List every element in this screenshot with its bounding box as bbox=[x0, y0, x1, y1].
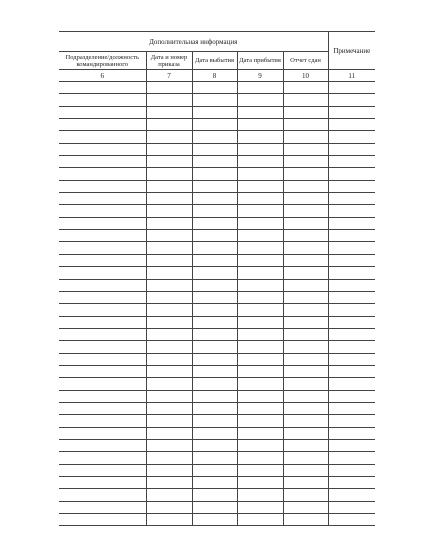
table-cell bbox=[328, 279, 375, 291]
table-cell bbox=[328, 254, 375, 266]
header-row-group bbox=[59, 32, 375, 52]
table-cell bbox=[59, 316, 146, 328]
table-cell bbox=[192, 119, 237, 131]
additional-info-header: Дополнительная информация bbox=[59, 32, 328, 52]
table-cell bbox=[283, 341, 328, 353]
table-row bbox=[59, 427, 375, 439]
table-cell bbox=[328, 316, 375, 328]
table-cell bbox=[328, 291, 375, 303]
table-cell bbox=[283, 168, 328, 180]
column-number-row bbox=[59, 70, 375, 82]
table-row bbox=[59, 156, 375, 168]
table-cell bbox=[283, 279, 328, 291]
table-row bbox=[59, 106, 375, 118]
table-row bbox=[59, 82, 375, 94]
table-cell bbox=[328, 439, 375, 451]
table-cell bbox=[237, 267, 283, 279]
table-cell bbox=[283, 378, 328, 390]
table-cell bbox=[146, 254, 192, 266]
table-cell bbox=[59, 353, 146, 365]
table-row bbox=[59, 415, 375, 427]
table-cell bbox=[237, 193, 283, 205]
table-cell bbox=[237, 230, 283, 242]
table-cell bbox=[192, 291, 237, 303]
note-header: Примечание bbox=[328, 32, 375, 70]
table-cell bbox=[192, 143, 237, 155]
table-cell bbox=[59, 341, 146, 353]
table-row bbox=[59, 193, 375, 205]
table-cell bbox=[192, 390, 237, 402]
table-row bbox=[59, 94, 375, 106]
table-cell bbox=[283, 402, 328, 414]
column-header-order: Дата и номер приказа bbox=[146, 52, 192, 70]
table-cell bbox=[192, 279, 237, 291]
table-cell bbox=[192, 452, 237, 464]
table-cell bbox=[59, 156, 146, 168]
table-cell bbox=[237, 390, 283, 402]
table-cell bbox=[146, 390, 192, 402]
table-cell bbox=[146, 402, 192, 414]
table-cell bbox=[237, 378, 283, 390]
table-cell bbox=[59, 514, 146, 526]
table-cell bbox=[59, 291, 146, 303]
table-cell bbox=[192, 514, 237, 526]
table-cell bbox=[237, 82, 283, 94]
column-number: 11 bbox=[328, 70, 375, 82]
table-cell bbox=[146, 489, 192, 501]
table-row bbox=[59, 353, 375, 365]
table-cell bbox=[146, 168, 192, 180]
table-cell bbox=[283, 143, 328, 155]
table-cell bbox=[59, 501, 146, 513]
table-cell bbox=[146, 477, 192, 489]
table-row bbox=[59, 501, 375, 513]
table-cell bbox=[237, 489, 283, 501]
table-cell bbox=[328, 464, 375, 476]
table-cell bbox=[328, 304, 375, 316]
table-cell bbox=[192, 267, 237, 279]
table-cell bbox=[146, 119, 192, 131]
table-cell bbox=[328, 514, 375, 526]
table-cell bbox=[283, 427, 328, 439]
table-row bbox=[59, 328, 375, 340]
table-cell bbox=[192, 254, 237, 266]
table-cell bbox=[283, 365, 328, 377]
table-cell bbox=[192, 304, 237, 316]
table-cell bbox=[192, 427, 237, 439]
table-cell bbox=[192, 341, 237, 353]
table-row bbox=[59, 316, 375, 328]
table-cell bbox=[192, 353, 237, 365]
table-row bbox=[59, 477, 375, 489]
table-row bbox=[59, 267, 375, 279]
table-cell bbox=[192, 168, 237, 180]
table-cell bbox=[146, 427, 192, 439]
column-number: 10 bbox=[283, 70, 328, 82]
table-row bbox=[59, 217, 375, 229]
table-cell bbox=[283, 205, 328, 217]
table-cell bbox=[237, 427, 283, 439]
table-cell bbox=[146, 464, 192, 476]
table-row bbox=[59, 205, 375, 217]
table-cell bbox=[146, 106, 192, 118]
table-cell bbox=[146, 353, 192, 365]
table-row bbox=[59, 230, 375, 242]
table-cell bbox=[59, 180, 146, 192]
table-row bbox=[59, 242, 375, 254]
table-cell bbox=[192, 205, 237, 217]
table-cell bbox=[283, 106, 328, 118]
table-cell bbox=[237, 205, 283, 217]
table-cell bbox=[328, 230, 375, 242]
table-cell bbox=[328, 168, 375, 180]
table-cell bbox=[328, 94, 375, 106]
table-cell bbox=[146, 267, 192, 279]
table-cell bbox=[283, 477, 328, 489]
table-row bbox=[59, 304, 375, 316]
table-cell bbox=[59, 242, 146, 254]
table-cell bbox=[237, 341, 283, 353]
table-cell bbox=[328, 143, 375, 155]
table-cell bbox=[328, 452, 375, 464]
table-cell bbox=[59, 427, 146, 439]
table-cell bbox=[237, 353, 283, 365]
table-cell bbox=[237, 477, 283, 489]
table-cell bbox=[192, 477, 237, 489]
column-header-departure-date: Дата выбытия bbox=[192, 52, 237, 70]
table-cell bbox=[237, 131, 283, 143]
table-cell bbox=[237, 501, 283, 513]
table-cell bbox=[192, 415, 237, 427]
table-cell bbox=[192, 402, 237, 414]
table-cell bbox=[146, 316, 192, 328]
table-cell bbox=[237, 304, 283, 316]
table-cell bbox=[146, 514, 192, 526]
table-row bbox=[59, 254, 375, 266]
table-cell bbox=[328, 156, 375, 168]
table-cell bbox=[59, 82, 146, 94]
table-row bbox=[59, 291, 375, 303]
column-header-report-submitted: Отчет сдан bbox=[283, 52, 328, 70]
table-cell bbox=[283, 230, 328, 242]
table-cell bbox=[237, 242, 283, 254]
table-cell bbox=[146, 291, 192, 303]
table-cell bbox=[59, 365, 146, 377]
table-cell bbox=[59, 254, 146, 266]
table-cell bbox=[192, 94, 237, 106]
table-row bbox=[59, 464, 375, 476]
table-cell bbox=[328, 82, 375, 94]
table-cell bbox=[237, 156, 283, 168]
table-cell bbox=[146, 131, 192, 143]
table-cell bbox=[59, 390, 146, 402]
table-row bbox=[59, 514, 375, 526]
table-cell bbox=[237, 180, 283, 192]
table-cell bbox=[328, 390, 375, 402]
entry-rows bbox=[59, 82, 375, 526]
table-cell bbox=[146, 205, 192, 217]
table-cell bbox=[146, 304, 192, 316]
table-cell bbox=[146, 217, 192, 229]
table-cell bbox=[146, 193, 192, 205]
table-cell bbox=[237, 254, 283, 266]
table-cell bbox=[283, 489, 328, 501]
table-cell bbox=[237, 168, 283, 180]
table-cell bbox=[146, 82, 192, 94]
table-cell bbox=[192, 106, 237, 118]
table-cell bbox=[59, 267, 146, 279]
table-cell bbox=[59, 489, 146, 501]
table-cell bbox=[146, 94, 192, 106]
table-cell bbox=[237, 279, 283, 291]
column-header-department: Подразделение/должность командированного bbox=[59, 52, 146, 70]
table-cell bbox=[192, 365, 237, 377]
table-cell bbox=[237, 415, 283, 427]
table-cell bbox=[237, 94, 283, 106]
table-row bbox=[59, 439, 375, 451]
table-cell bbox=[237, 106, 283, 118]
table-cell bbox=[283, 452, 328, 464]
column-number: 6 bbox=[59, 70, 146, 82]
table-cell bbox=[283, 439, 328, 451]
table-row bbox=[59, 390, 375, 402]
table-cell bbox=[328, 119, 375, 131]
table-cell bbox=[146, 415, 192, 427]
table-cell bbox=[237, 291, 283, 303]
table-cell bbox=[283, 180, 328, 192]
table-cell bbox=[328, 378, 375, 390]
table-cell bbox=[192, 242, 237, 254]
column-number: 8 bbox=[192, 70, 237, 82]
table-cell bbox=[146, 501, 192, 513]
table-cell bbox=[59, 439, 146, 451]
table-cell bbox=[237, 514, 283, 526]
table-cell bbox=[283, 217, 328, 229]
table-cell bbox=[146, 143, 192, 155]
table-cell bbox=[283, 242, 328, 254]
table-cell bbox=[146, 180, 192, 192]
table-cell bbox=[283, 156, 328, 168]
table-cell bbox=[192, 378, 237, 390]
table-cell bbox=[146, 328, 192, 340]
table-cell bbox=[283, 119, 328, 131]
table-row bbox=[59, 489, 375, 501]
table-cell bbox=[328, 489, 375, 501]
table-cell bbox=[328, 193, 375, 205]
table-cell bbox=[146, 230, 192, 242]
table-cell bbox=[59, 143, 146, 155]
table-cell bbox=[192, 439, 237, 451]
table-cell bbox=[146, 452, 192, 464]
table-cell bbox=[328, 365, 375, 377]
table-cell bbox=[59, 452, 146, 464]
table-cell bbox=[328, 402, 375, 414]
table-cell bbox=[283, 514, 328, 526]
header-row-columns bbox=[59, 52, 375, 70]
table-cell bbox=[192, 82, 237, 94]
table-cell bbox=[237, 119, 283, 131]
table-row bbox=[59, 378, 375, 390]
table-cell bbox=[328, 353, 375, 365]
table-cell bbox=[283, 501, 328, 513]
table-row bbox=[59, 143, 375, 155]
table-cell bbox=[59, 168, 146, 180]
table-cell bbox=[59, 230, 146, 242]
table-cell bbox=[59, 217, 146, 229]
table-cell bbox=[283, 328, 328, 340]
table-cell bbox=[192, 217, 237, 229]
table-cell bbox=[328, 242, 375, 254]
table-row bbox=[59, 180, 375, 192]
table-cell bbox=[59, 378, 146, 390]
table-row bbox=[59, 365, 375, 377]
table-cell bbox=[237, 316, 283, 328]
table-row bbox=[59, 452, 375, 464]
table-cell bbox=[283, 353, 328, 365]
table-row bbox=[59, 341, 375, 353]
table-cell bbox=[328, 415, 375, 427]
table-cell bbox=[328, 501, 375, 513]
table-cell bbox=[328, 328, 375, 340]
table-cell bbox=[237, 402, 283, 414]
table-cell bbox=[237, 328, 283, 340]
table-row bbox=[59, 402, 375, 414]
table-cell bbox=[59, 193, 146, 205]
table-cell bbox=[237, 452, 283, 464]
table-cell bbox=[237, 439, 283, 451]
table-cell bbox=[283, 415, 328, 427]
table-cell bbox=[59, 415, 146, 427]
table-cell bbox=[146, 341, 192, 353]
table-row bbox=[59, 168, 375, 180]
table-cell bbox=[283, 254, 328, 266]
table-cell bbox=[283, 94, 328, 106]
table-cell bbox=[192, 180, 237, 192]
table-cell bbox=[328, 106, 375, 118]
table-cell bbox=[59, 304, 146, 316]
table-cell bbox=[59, 477, 146, 489]
table-cell bbox=[283, 316, 328, 328]
table-cell bbox=[59, 402, 146, 414]
table-cell bbox=[283, 304, 328, 316]
table-row bbox=[59, 119, 375, 131]
table-cell bbox=[283, 291, 328, 303]
table-row bbox=[59, 131, 375, 143]
table-cell bbox=[146, 365, 192, 377]
table-cell bbox=[59, 464, 146, 476]
table-cell bbox=[192, 230, 237, 242]
table-cell bbox=[146, 279, 192, 291]
table-cell bbox=[192, 156, 237, 168]
table-cell bbox=[237, 365, 283, 377]
table-cell bbox=[237, 464, 283, 476]
table-cell bbox=[146, 378, 192, 390]
table-cell bbox=[328, 217, 375, 229]
table-cell bbox=[192, 316, 237, 328]
table-cell bbox=[283, 464, 328, 476]
table-cell bbox=[192, 131, 237, 143]
table-cell bbox=[192, 501, 237, 513]
table-cell bbox=[146, 242, 192, 254]
table-cell bbox=[328, 427, 375, 439]
table-cell bbox=[283, 267, 328, 279]
table-cell bbox=[59, 131, 146, 143]
table-cell bbox=[59, 279, 146, 291]
table-cell bbox=[237, 217, 283, 229]
column-header-arrival-date: Дата прибытия bbox=[237, 52, 283, 70]
table-cell bbox=[59, 205, 146, 217]
table-cell bbox=[328, 205, 375, 217]
table-cell bbox=[283, 131, 328, 143]
column-number: 7 bbox=[146, 70, 192, 82]
table-cell bbox=[59, 119, 146, 131]
table-cell bbox=[192, 489, 237, 501]
table-cell bbox=[146, 439, 192, 451]
register-table bbox=[59, 31, 375, 526]
table-cell bbox=[328, 477, 375, 489]
table-cell bbox=[283, 390, 328, 402]
table-cell bbox=[237, 143, 283, 155]
table-cell bbox=[192, 328, 237, 340]
table-cell bbox=[328, 267, 375, 279]
column-number: 9 bbox=[237, 70, 283, 82]
table-cell bbox=[283, 193, 328, 205]
table-row bbox=[59, 279, 375, 291]
table-cell bbox=[59, 94, 146, 106]
table-cell bbox=[328, 180, 375, 192]
table-cell bbox=[192, 193, 237, 205]
table-cell bbox=[283, 82, 328, 94]
table-cell bbox=[59, 106, 146, 118]
table-cell bbox=[328, 341, 375, 353]
table-cell bbox=[192, 464, 237, 476]
table-cell bbox=[146, 156, 192, 168]
table-cell bbox=[328, 131, 375, 143]
table-cell bbox=[59, 328, 146, 340]
